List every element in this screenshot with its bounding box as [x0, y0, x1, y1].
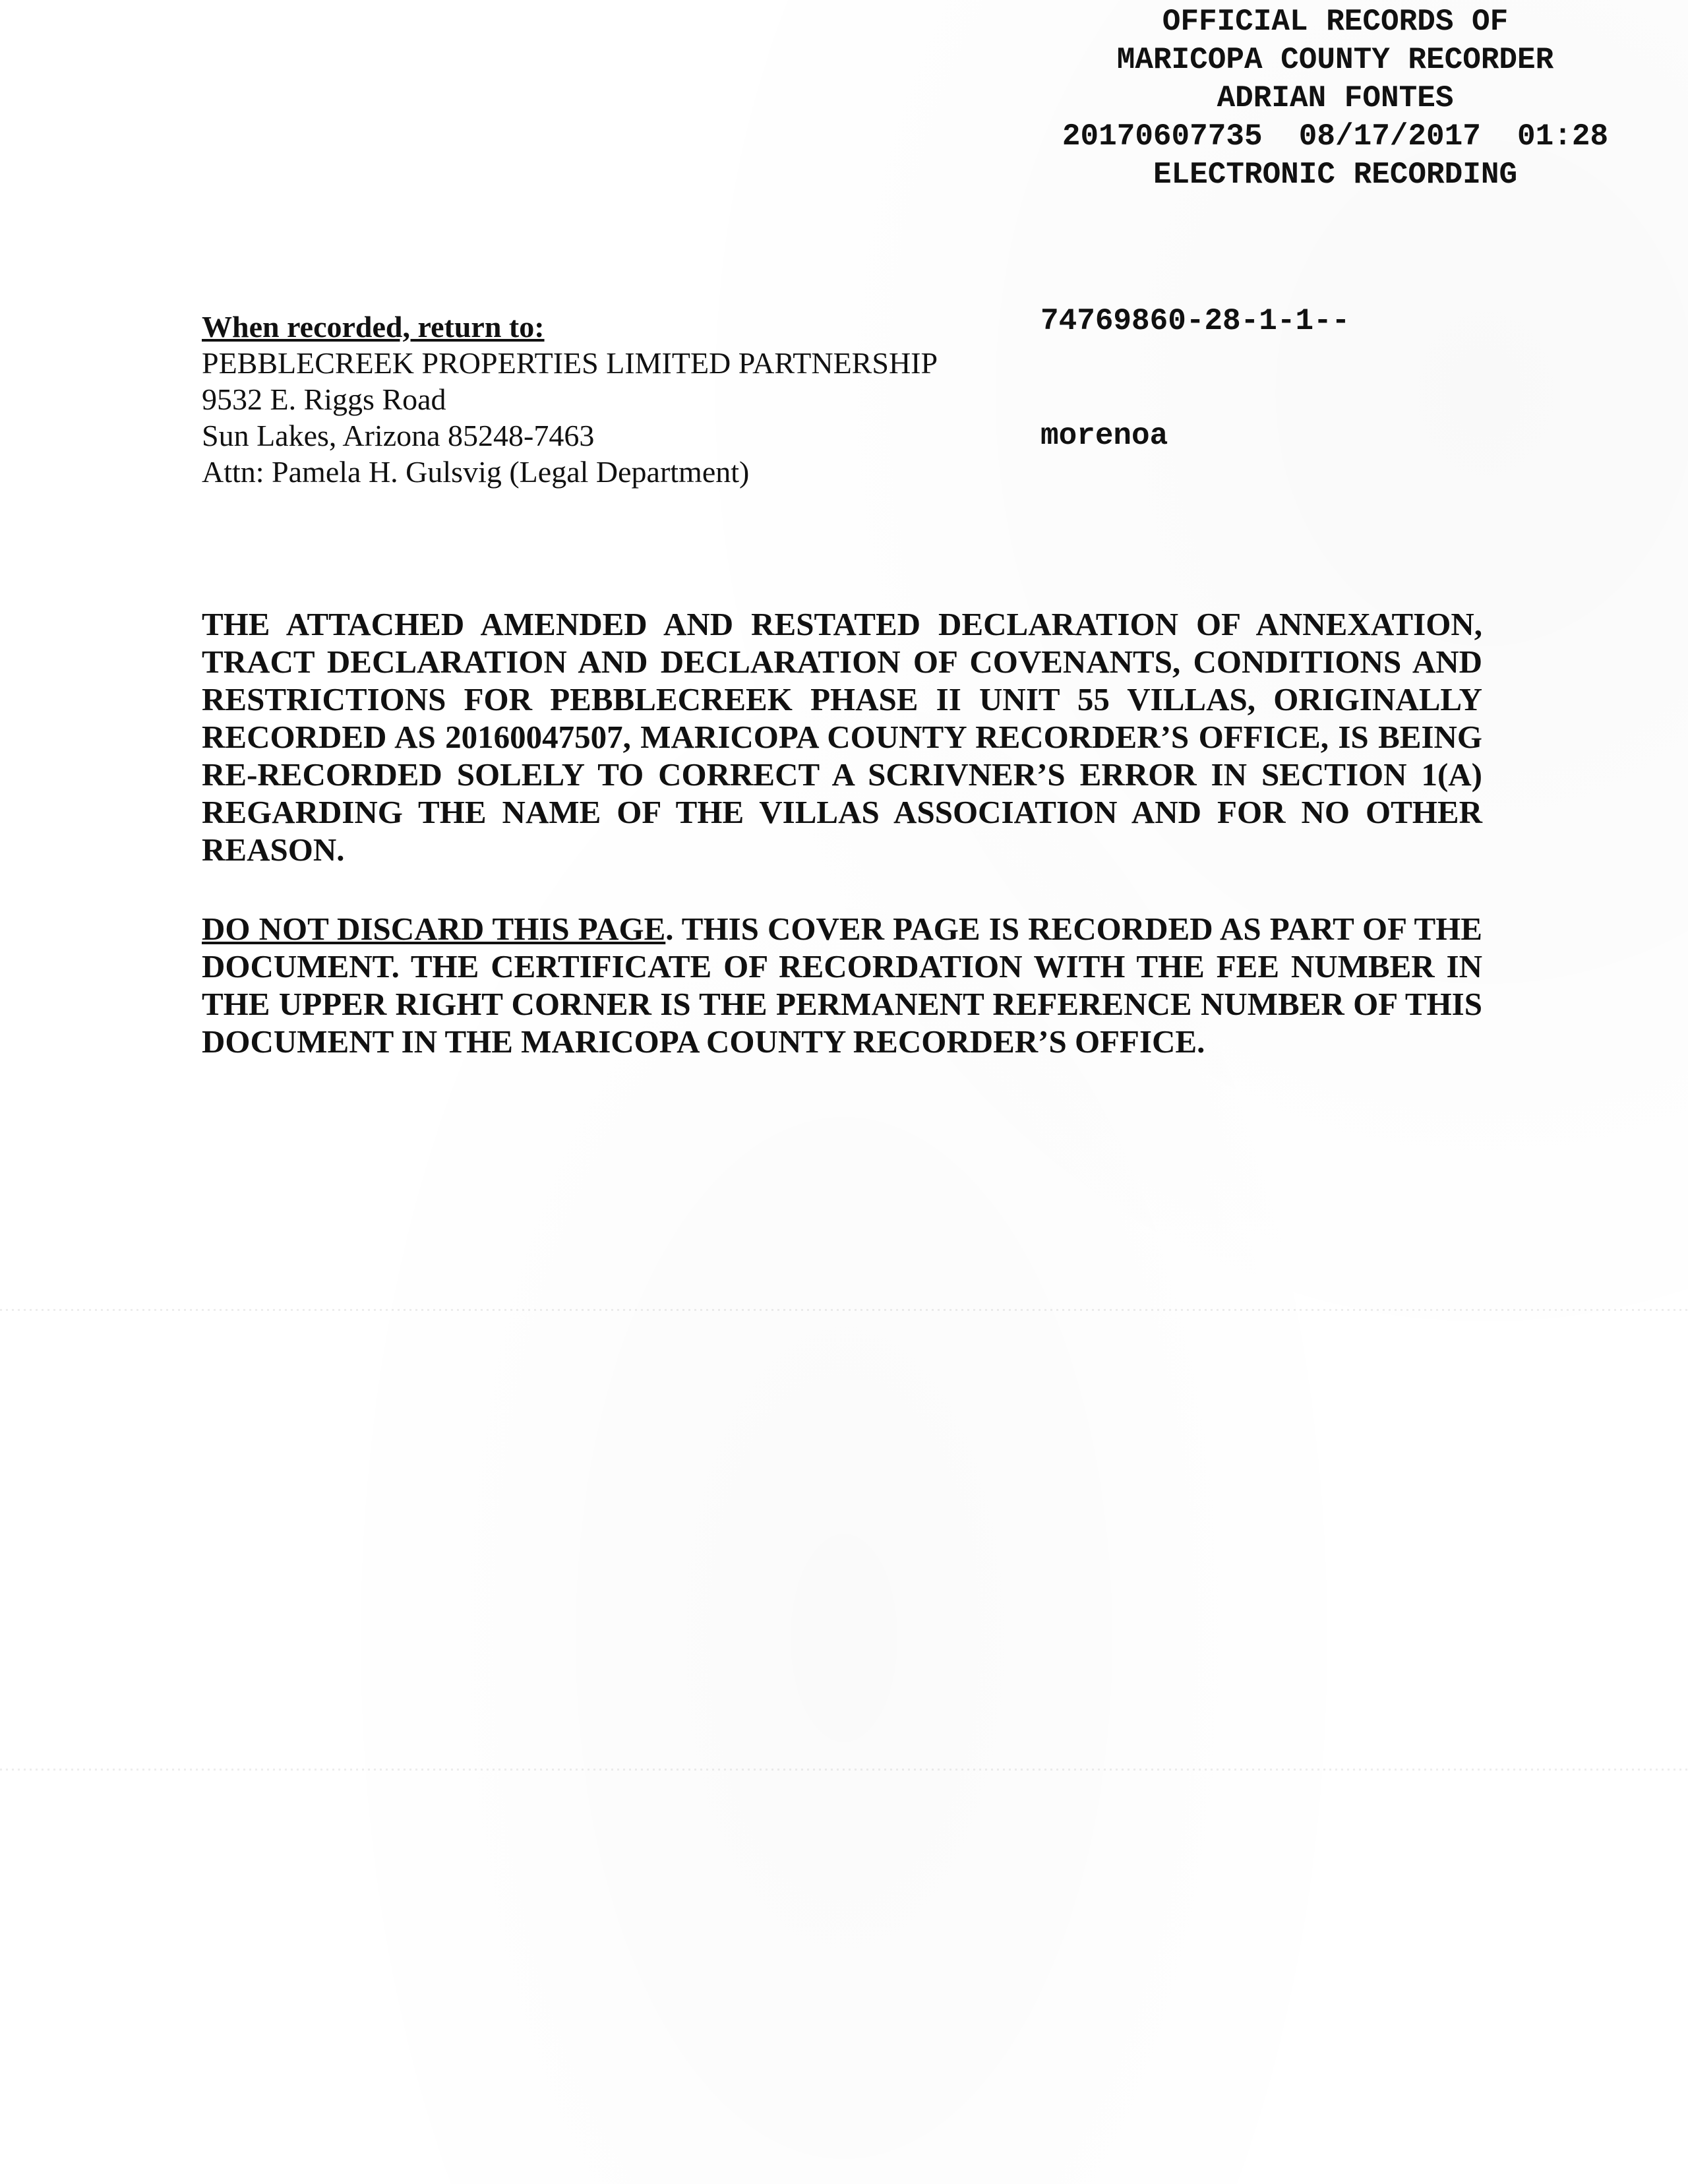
record-date: 08/17/2017: [1298, 119, 1481, 154]
warning-emphasis: DO NOT DISCARD THIS PAGE: [202, 911, 666, 947]
return-attn: Attn: Pamela H. Gulsvig (Legal Department): [202, 455, 750, 489]
record-time: 01:28: [1517, 119, 1609, 154]
notice-paragraph: THE ATTACHED AMENDED AND RESTATED DECLARATION OF ANNEXATION, TRACT DECLARATION AND DECLARATION OF COVENANTS, CONDITIONS AND RESTRICTIONS FOR PEBBLECREEK PHASE II UNIT 55 VILLAS, ORIGINALLY RECORDED AS 20160047507, MARICOPA COUNTY RECORDER’S OFFICE, IS BEING RE-RECORDED SOLELY TO CORRECT A SCRIVNER’S ERROR IN SECTION 1(A) REGARDING THE NAME OF THE VILLAS ASSOCIATION AND FOR NO OTHER REASON.: [202, 606, 1482, 868]
stamp-line-2: MARICOPA COUNTY RECORDER: [1116, 43, 1554, 77]
return-heading: When recorded, return to:: [202, 310, 545, 344]
return-street: 9532 E. Riggs Road: [202, 382, 446, 416]
reference-code: 74769860-28-1-1--: [1040, 304, 1350, 338]
warning-text: . THIS COVER PAGE IS RECORDED AS PART OF THE DOCUMENT. THE CERTIFICATE OF RECORDATION WITH THE FEE NUMBER IN THE UPPER RIGHT CORNER IS THE PERMANENT REFERENCE NUMBER OF THIS DOCUMENT IN THE MARICOPA COUNTY RECORDER’S OFFICE.: [202, 911, 1482, 1060]
return-city: Sun Lakes, Arizona 85248-7463: [202, 419, 595, 452]
stamp-line-1: OFFICIAL RECORDS OF: [1162, 5, 1509, 39]
return-address: [202, 309, 938, 490]
warning-paragraph: [202, 910, 1482, 1060]
fee-number: 20170607735: [1062, 119, 1263, 154]
scan-streak: [0, 1309, 1688, 1311]
reference-block: [1040, 226, 1350, 531]
return-name: PEBBLECREEK PROPERTIES LIMITED PARTNERSHIP: [202, 346, 938, 380]
reference-user: morenoa: [1040, 419, 1168, 453]
stamp-line-3: ADRIAN FONTES: [1217, 81, 1454, 115]
recorder-stamp: [1029, 3, 1642, 194]
stamp-line-4: [1029, 117, 1642, 156]
scan-streak: [0, 1769, 1688, 1771]
stamp-line-5: ELECTRONIC RECORDING: [1153, 158, 1518, 192]
